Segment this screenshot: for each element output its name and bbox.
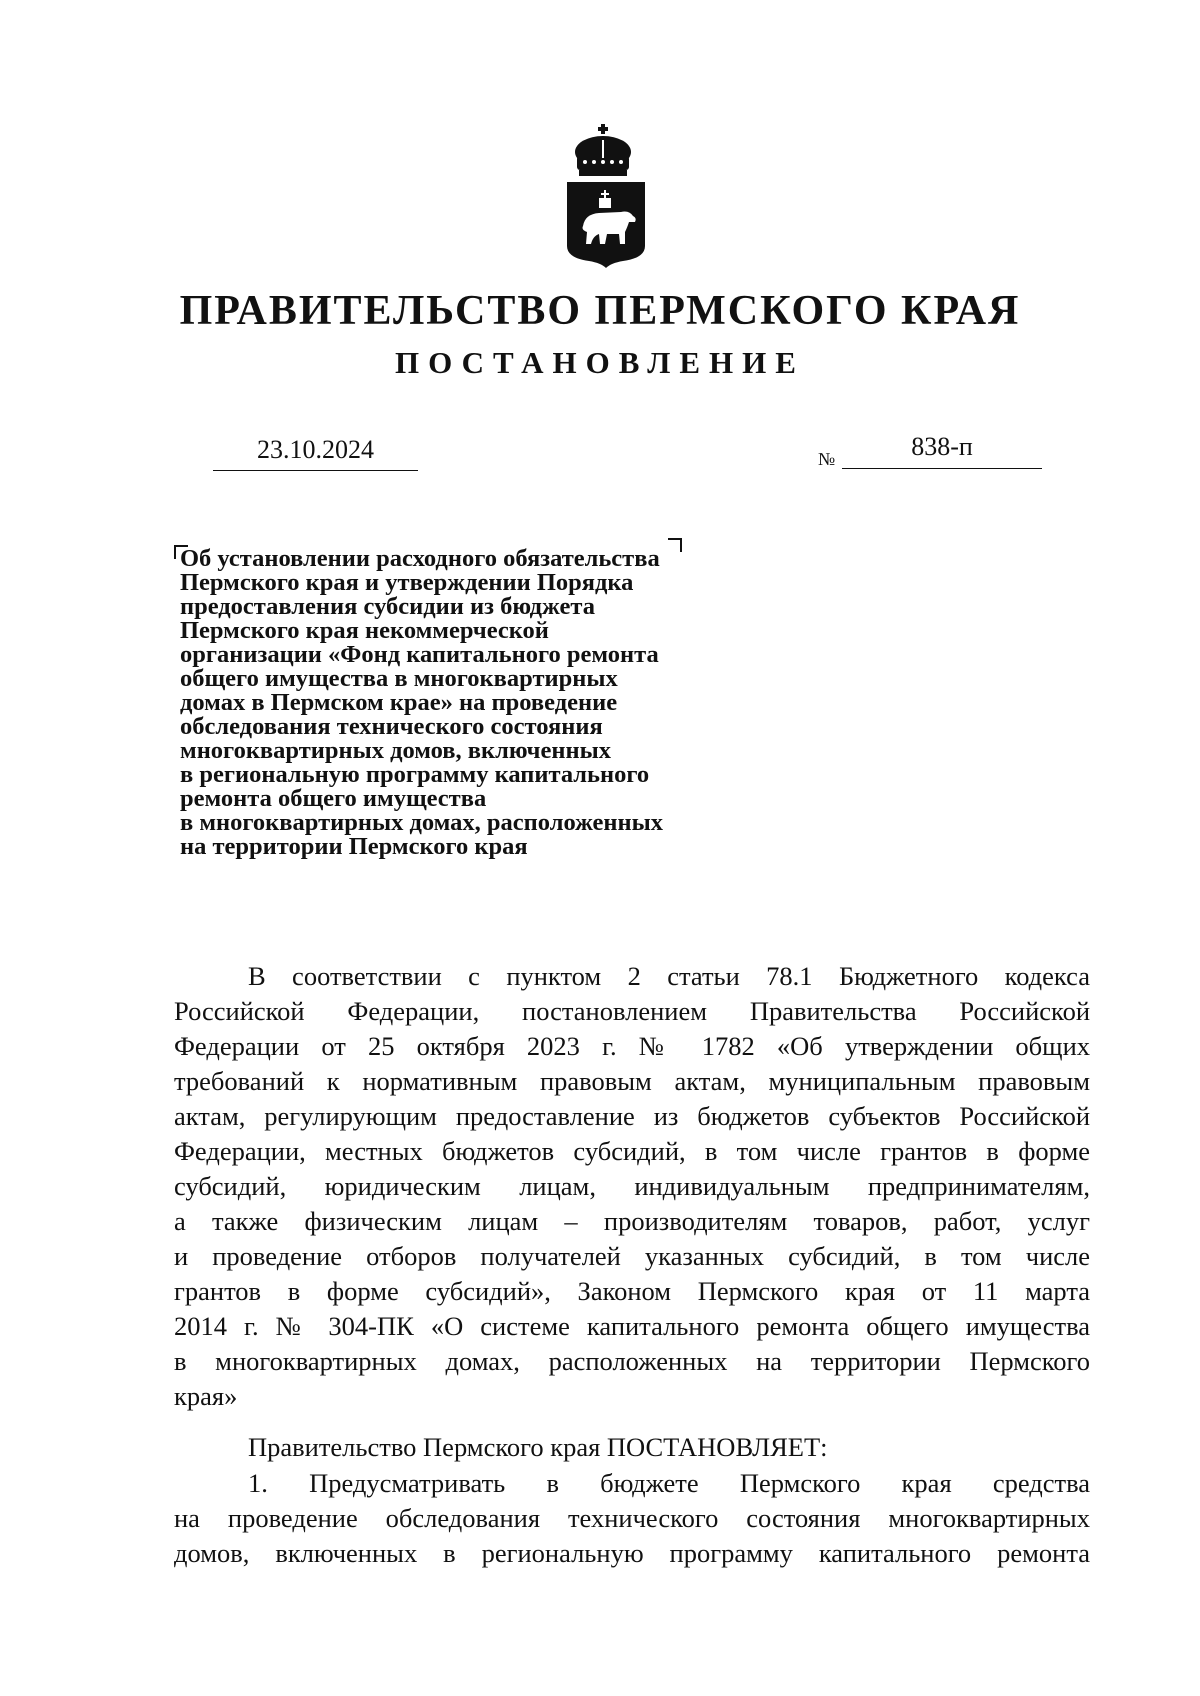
document-number: 838-п [842,427,1042,469]
subject-line: Об установлении расходного обязательства [180,545,660,572]
preamble-paragraph [174,959,1090,1414]
subject-line: домах в Пермском крае» на проведение [180,689,618,716]
preamble-line: Российской Федерации, постановлением Правительства Российской [174,996,1090,1026]
preamble-line: грантов в форме субсидий», Законом Пермского края от 11 марта [174,1276,1090,1306]
preamble-line: края» [174,1381,238,1411]
preamble-line: требований к нормативным правовым актам, муниципальным правовым [174,1066,1090,1096]
preamble-line: в многоквартирных домах, расположенных на территории Пермского [174,1346,1090,1376]
preamble-line: актам, регулирующим предоставление из бюджетов субъектов Российской [174,1101,1090,1131]
subject-line: ремонта общего имущества [180,785,487,812]
coat-of-arms-perm-krai [563,118,653,268]
number-sign: № [818,449,836,469]
subject-line: Пермского края некоммерческой [180,617,549,644]
item-1-paragraph [174,1466,1090,1571]
subject-line: многоквартирных домов, включенных [180,737,611,764]
subject-line: на территории Пермского края [180,833,528,860]
subject-line: в региональную программу капитального [180,761,650,788]
preamble-line: а также физическим лицам – производителям товаров, работ, услуг [174,1206,1090,1236]
item-1-line: 1. Предусматривать в бюджете Пермского края средства [248,1468,1090,1498]
item-1-line: на проведение обследования технического состояния многоквартирных [174,1503,1090,1533]
subject-line: предоставления субсидии из бюджета [180,593,595,620]
subject-line: Пермского края и утверждении Порядка [180,569,634,596]
preamble-line: Федерации от 25 октября 2023 г. № 1782 «Об утверждении общих [174,1031,1090,1061]
subject-line: обследования технического состояния [180,713,603,740]
document-type: ПОСТАНОВЛЕНИЕ [395,345,805,380]
item-1-line: домов, включенных в региональную программу капитального ремонта [174,1538,1090,1568]
preamble-line: и проведение отборов получателей указанных субсидий, в том числе [174,1241,1090,1271]
subject-line: общего имущества в многоквартирных [180,665,618,692]
preamble-line: Федерации, местных бюджетов субсидий, в том числе грантов в форме [174,1136,1090,1166]
preamble-line: субсидий, юридическим лицам, индивидуальным предпринимателям, [174,1171,1090,1201]
subject-line: организации «Фонд капитального ремонта [180,641,659,668]
document-date: 23.10.2024 [213,430,418,471]
subject-line: в многоквартирных домах, расположенных [180,809,664,836]
preamble-line: 2014 г. № 304-ПК «О системе капитального ремонта общего имущества [174,1311,1090,1341]
document-subject [180,547,780,859]
resolution-statement: Правительство Пермского края ПОСТАНОВЛЯЕТ: [248,1432,828,1462]
preamble-line: В соответствии с пунктом 2 статьи 78.1 Бюджетного кодекса [248,961,1090,991]
organization-title: ПРАВИТЕЛЬСТВО ПЕРМСКОГО КРАЯ [179,288,1021,334]
